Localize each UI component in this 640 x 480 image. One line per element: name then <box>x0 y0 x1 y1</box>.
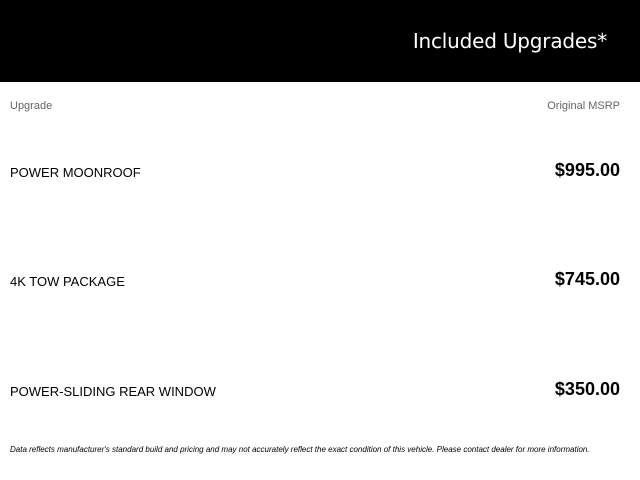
upgrade-price: $995.00 <box>554 160 620 180</box>
column-header-upgrade: Upgrade <box>10 100 53 112</box>
table-row <box>0 378 640 408</box>
table-row <box>0 159 640 189</box>
header-bar <box>0 0 640 82</box>
table-row <box>0 268 640 298</box>
disclaimer-text: Data reflects manufacturer's standard build and pricing and may not accurately reflect the exact condition of this vehicle. Please contact dealer for more information. <box>10 445 590 454</box>
upgrade-price: $350.00 <box>554 379 620 399</box>
upgrade-price: $745.00 <box>554 269 620 289</box>
upgrade-name: 4K TOW PACKAGE <box>10 274 125 289</box>
column-header-msrp: Original MSRP <box>547 100 620 112</box>
page-title: Included Upgrades* <box>412 29 607 53</box>
upgrade-name: POWER-SLIDING REAR WINDOW <box>10 384 216 399</box>
upgrade-name: POWER MOONROOF <box>10 165 141 180</box>
